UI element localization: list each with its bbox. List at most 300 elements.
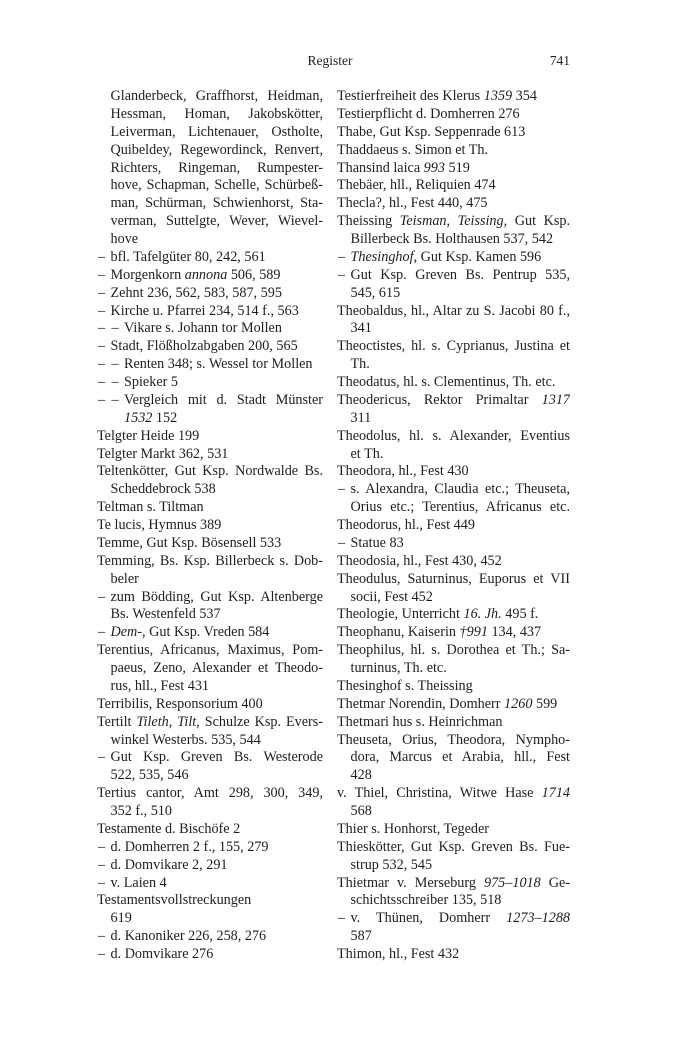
index-line — [97, 696, 323, 714]
entry-text: Theoctistes, hl. s. Cyprianus, Justina et — [337, 338, 570, 355]
index-entry-text — [337, 160, 570, 178]
index-entry-text — [351, 481, 571, 499]
entry-text: d. Domvikare 2, 291 — [110, 856, 228, 873]
entry-text: v. Thünen, Domherr — [350, 910, 507, 927]
entry-text: paeus, Zeno, Alexander et Theodo- — [110, 660, 323, 676]
entry-text: Billerbeck Bs. Holthausen 537, 542 — [350, 231, 554, 247]
index-entry-text — [337, 428, 570, 446]
index-column-left — [97, 88, 323, 964]
repeat-dash: – — [98, 374, 106, 390]
index-entry-text — [111, 624, 324, 642]
entry-text: Thansind laica — [337, 159, 424, 176]
index-line — [337, 106, 570, 124]
index-line — [97, 749, 323, 767]
entry-text: Spieker 5 — [124, 374, 178, 390]
index-line — [97, 678, 323, 696]
index-entry-text — [97, 892, 323, 910]
entry-text: Temming, Bs. Ksp. Billerbeck s. Dob- — [97, 552, 323, 569]
italic-term: 1359 — [483, 88, 513, 104]
index-entry-text — [351, 767, 571, 785]
index-entry-text — [351, 749, 571, 767]
index-line — [97, 88, 323, 106]
index-entry-text — [97, 535, 323, 553]
entry-text: Vikare s. Johann tor Mollen — [124, 320, 282, 337]
entry-text: Telgter Heide 199 — [97, 427, 200, 444]
entry-text: , Gut Ksp. Kamen 596 — [413, 248, 542, 265]
index-entry-text — [337, 374, 570, 392]
index-line — [337, 249, 570, 267]
entry-text: man, Schürman, Schwienhorst, Sta- — [110, 195, 323, 212]
index-line — [97, 303, 323, 321]
index-line — [97, 571, 323, 589]
index-line — [337, 285, 570, 303]
repeat-dash: – — [98, 588, 106, 605]
italic-term: Tileth, Tilt, — [136, 713, 200, 730]
index-entry-text — [97, 499, 323, 517]
entry-text: Stadt, Flößholzabgaben 200, 565 — [110, 338, 298, 355]
index-line — [337, 553, 570, 571]
index-line — [337, 535, 570, 553]
entry-text: beler — [110, 570, 139, 587]
index-line — [97, 660, 323, 678]
entry-text: 587 — [350, 928, 372, 945]
entry-text: 341 — [350, 320, 372, 337]
index-line — [97, 517, 323, 535]
index-line — [97, 857, 323, 875]
index-entry-text — [337, 606, 570, 624]
index-entry-text — [111, 124, 324, 142]
entry-text: Theophanu, Kaiserin — [337, 624, 460, 641]
index-line — [337, 803, 570, 821]
entry-text: Gut Ksp. — [507, 213, 570, 230]
entry-text: et Th. — [350, 445, 384, 462]
index-line — [337, 392, 570, 410]
page-number: 741 — [549, 53, 570, 68]
entry-text: rus, hll., Fest 431 — [110, 677, 210, 694]
entry-text: Scheddebrock 538 — [110, 481, 216, 498]
index-entry-text — [351, 803, 571, 821]
repeat-dash: – — [98, 856, 106, 873]
repeat-dash: – — [111, 391, 119, 408]
index-entry-text — [337, 142, 570, 160]
entry-text: Theodorus, hl., Fest 449 — [337, 517, 475, 533]
entry-text: Vergleich mit d. Stadt Münster — [124, 391, 323, 408]
index-entry-text — [351, 410, 571, 428]
entry-text: d. Domherren 2 f., 155, 279 — [110, 838, 269, 855]
entry-text: Glanderbeck, Graffhorst, Heidman, — [110, 88, 323, 104]
repeat-dash: – — [338, 534, 346, 551]
italic-term: 1260 — [504, 695, 533, 712]
entry-text: Thimon, hl., Fest 432 — [337, 946, 460, 962]
index-line — [97, 714, 323, 732]
index-entry-text — [351, 231, 571, 249]
index-entry-text — [337, 553, 570, 571]
index-entry-text — [97, 463, 323, 481]
index-line — [97, 785, 323, 803]
entry-text: Bs. Westenfeld 537 — [110, 606, 221, 623]
entry-text: Theuseta, Orius, Theodora, Nympho- — [337, 731, 570, 748]
index-entry-text — [337, 571, 570, 589]
index-line — [97, 606, 323, 624]
entry-text: v. Laien 4 — [110, 874, 167, 891]
index-line — [337, 857, 570, 875]
entry-text: Thesinghof s. Theissing — [337, 677, 473, 694]
index-line — [337, 499, 570, 517]
entry-text: Thebäer, hll., Reliquien 474 — [337, 177, 496, 194]
entry-text: Terribilis, Responsorium 400 — [97, 695, 263, 712]
index-line — [337, 142, 570, 160]
repeat-dash: – — [98, 248, 106, 265]
entry-text: v. Thiel, Christina, Witwe Hase — [337, 785, 542, 802]
entry-text: , Gut Ksp. Vreden 584 — [142, 624, 270, 641]
entry-text: Thecla?, hl., Fest 440, 475 — [337, 195, 488, 212]
index-entry-text — [111, 303, 324, 321]
index-entry-text — [111, 571, 324, 589]
repeat-dash: – — [98, 266, 106, 283]
entry-text: 545, 615 — [350, 284, 401, 301]
entry-text: winkel Westerbs. 535, 544 — [110, 731, 261, 748]
index-entry-text — [111, 678, 324, 696]
index-entry-text — [337, 714, 570, 732]
entry-text: 354 — [512, 88, 537, 104]
index-line — [97, 875, 323, 893]
repeat-dash: – — [98, 928, 106, 945]
index-line — [97, 231, 323, 249]
entry-text: Terentius, Africanus, Maximus, Pom- — [97, 642, 323, 659]
index-line — [97, 839, 323, 857]
italic-term: Teisman, Teissing, — [399, 213, 508, 230]
index-line — [337, 946, 570, 964]
index-entry-text — [97, 821, 323, 839]
index-entry-text — [111, 839, 324, 857]
index-line — [97, 338, 323, 356]
index-line — [337, 303, 570, 321]
index-entry-text — [337, 946, 570, 964]
index-entry-text — [111, 481, 324, 499]
repeat-dash: – — [98, 338, 106, 355]
index-line — [97, 320, 323, 338]
index-entry-text — [351, 892, 571, 910]
italic-term: 1532 — [124, 409, 153, 426]
entry-text: Thieskötter, Gut Ksp. Greven Bs. Fue- — [337, 838, 570, 855]
entry-text: hove — [110, 231, 139, 247]
entry-text: Theologie, Unterricht — [337, 606, 464, 623]
entry-text: Morgenkorn — [110, 266, 185, 283]
index-entry-text — [337, 821, 570, 839]
index-entry-text — [337, 213, 570, 231]
entry-text: d. Domvikare 276 — [110, 946, 214, 962]
entry-text: Testierfreiheit des Klerus — [337, 88, 484, 104]
index-entry-text — [337, 624, 570, 642]
entry-text: Tertilt — [97, 713, 137, 730]
index-entry-text — [97, 714, 323, 732]
italic-term: annona — [184, 266, 228, 283]
entry-text: Kirche u. Pfarrei 234, 514 f., 563 — [110, 302, 299, 319]
entry-text: Theissing — [337, 213, 400, 230]
entry-text: Theodericus, Rektor Primaltar — [337, 391, 542, 408]
repeat-dash: – — [111, 356, 119, 373]
index-line — [337, 88, 570, 106]
entry-text: schichtsschreiber 135, 518 — [350, 892, 502, 909]
entry-text: strup 532, 545 — [350, 856, 433, 873]
index-entry-text — [337, 106, 570, 124]
entry-text: Thetmari hus s. Heinrichman — [337, 713, 503, 730]
index-entry-text — [97, 446, 323, 464]
index-entry-text — [351, 660, 571, 678]
index-entry-text — [337, 463, 570, 481]
index-line — [337, 428, 570, 446]
index-entry-text — [111, 875, 324, 893]
index-entry-text — [337, 88, 570, 106]
index-entry-text — [97, 428, 323, 446]
entry-text: s. Alexandra, Claudia etc.; Theuseta, — [350, 481, 570, 498]
index-line — [337, 571, 570, 589]
repeat-dash: – — [98, 946, 106, 962]
index-line — [97, 195, 323, 213]
index-entry-text — [351, 857, 571, 875]
index-line — [337, 624, 570, 642]
index-entry-text — [337, 785, 570, 803]
entry-text: dora, Marcus et Arabia, hll., Fest — [350, 749, 570, 766]
index-entry-text — [351, 267, 571, 285]
index-entry-text — [337, 732, 570, 750]
repeat-dash: – — [98, 320, 106, 337]
index-entry-text — [351, 320, 571, 338]
index-line — [337, 732, 570, 750]
repeat-dash: – — [98, 624, 106, 641]
index-line — [97, 642, 323, 660]
entry-text: Theodosia, hl., Fest 430, 452 — [337, 552, 502, 569]
entry-text: hove, Schapman, Schelle, Schürbeß- — [110, 177, 323, 194]
index-line — [97, 821, 323, 839]
index-line — [97, 267, 323, 285]
running-head: Register — [307, 53, 353, 68]
index-line — [97, 910, 323, 928]
index-line — [337, 356, 570, 374]
index-line — [337, 928, 570, 946]
repeat-dash: – — [338, 910, 346, 927]
index-entry-text — [337, 678, 570, 696]
index-entry-text — [351, 356, 571, 374]
index-entry-text — [337, 696, 570, 714]
index-entry-text — [111, 231, 324, 249]
entry-text: 619 — [110, 910, 132, 927]
index-entry-text — [337, 875, 570, 893]
index-line — [337, 124, 570, 142]
index-entry-text — [111, 267, 324, 285]
entry-text: Theodora, hl., Fest 430 — [337, 463, 469, 480]
index-line — [97, 767, 323, 785]
index-line — [97, 356, 323, 374]
entry-text: Teltman s. Tiltman — [97, 499, 204, 516]
index-line — [337, 696, 570, 714]
entry-text: Gut Ksp. Greven Bs. Westerode — [110, 749, 323, 766]
italic-term: 975–1018 — [483, 874, 541, 891]
index-column-right — [337, 88, 570, 964]
index-entry-text — [337, 642, 570, 660]
index-entry-text — [111, 88, 324, 106]
entry-text: Thabe, Gut Ksp. Seppenrade 613 — [337, 123, 526, 140]
italic-term: 1273–1288 — [506, 910, 570, 927]
index-line — [337, 446, 570, 464]
index-line — [337, 678, 570, 696]
index-line — [97, 624, 323, 642]
index-entry-text — [111, 910, 324, 928]
entry-text: 428 — [350, 767, 372, 784]
index-entry-text — [111, 285, 324, 303]
index-line — [337, 875, 570, 893]
repeat-dash: – — [98, 838, 106, 855]
repeat-dash: – — [98, 391, 106, 408]
index-entry-text — [351, 499, 571, 517]
repeat-dash: – — [98, 284, 106, 301]
entry-text: Thietmar v. Merseburg — [337, 874, 484, 891]
italic-term: Dem- — [110, 624, 143, 641]
entry-text: 134, 437 — [487, 624, 542, 641]
index-line — [97, 142, 323, 160]
entry-text: Testierpflicht d. Domherren 276 — [337, 105, 520, 122]
entry-text: Th. — [350, 356, 370, 373]
repeat-dash: – — [111, 320, 119, 337]
index-entry-text — [124, 374, 323, 392]
index-line — [337, 267, 570, 285]
index-line — [337, 177, 570, 195]
entry-text: Quibeldey, Regewordinck, Renvert, — [110, 141, 323, 158]
repeat-dash: – — [338, 266, 346, 283]
index-entry-text — [337, 195, 570, 213]
entry-text: turninus, Th. etc. — [350, 660, 447, 676]
index-line — [337, 338, 570, 356]
index-entry-text — [337, 177, 570, 195]
entry-text: Schulze Ksp. Evers- — [199, 713, 323, 730]
entry-text: Thaddaeus s. Simon et Th. — [337, 141, 489, 158]
entry-text: 495 f. — [501, 606, 539, 623]
entry-text: Telgter Markt 362, 531 — [97, 445, 229, 462]
index-line — [97, 428, 323, 446]
index-entry-text — [111, 160, 324, 178]
index-entry-text — [337, 303, 570, 321]
entry-text: 352 f., 510 — [110, 803, 172, 819]
entry-text: Theobaldus, hl., Altar zu S. Jacobi 80 f., — [337, 302, 570, 319]
index-entry-text — [337, 839, 570, 857]
index-entry-text — [351, 249, 571, 267]
entry-text: bfl. Tafelgüter 80, 242, 561 — [110, 248, 266, 265]
entry-text: Testamentsvollstreckungen — [97, 892, 252, 909]
index-line — [97, 535, 323, 553]
index-entry-text — [111, 767, 324, 785]
index-line — [97, 446, 323, 464]
repeat-dash: – — [98, 356, 106, 373]
index-entry-text — [111, 177, 324, 195]
index-line — [97, 285, 323, 303]
index-line — [97, 106, 323, 124]
entry-text: Theodolus, hl. s. Alexander, Eventius — [337, 427, 570, 444]
index-line — [97, 124, 323, 142]
index-entry-text — [351, 285, 571, 303]
repeat-dash: – — [111, 374, 119, 390]
italic-term: Thesinghof — [350, 248, 414, 265]
entry-text: 522, 535, 546 — [110, 767, 189, 784]
index-line — [337, 821, 570, 839]
index-entry-text — [111, 195, 324, 213]
entry-text: 311 — [350, 409, 372, 426]
index-line — [97, 553, 323, 571]
repeat-dash: – — [98, 874, 106, 891]
index-line — [337, 589, 570, 607]
italic-term: †991 — [459, 624, 488, 641]
entry-text: Theophilus, hl. s. Dorothea et Th.; Sa- — [337, 642, 570, 659]
index-entry-text — [124, 410, 323, 428]
index-entry-text — [97, 517, 323, 535]
index-line — [97, 160, 323, 178]
repeat-dash: – — [338, 248, 346, 265]
entry-text: Statue 83 — [350, 534, 404, 551]
index-line — [97, 481, 323, 499]
entry-text: 152 — [152, 409, 178, 426]
index-entry-text — [97, 642, 323, 660]
entry-text: Gut Ksp. Greven Bs. Pentrup 535, — [350, 266, 570, 283]
index-line — [97, 589, 323, 607]
index-line — [97, 892, 323, 910]
index-line — [337, 231, 570, 249]
index-entry-text — [111, 732, 324, 750]
index-line — [97, 177, 323, 195]
italic-term: 16. Jh. — [463, 606, 502, 623]
index-line — [337, 195, 570, 213]
index-entry-text — [111, 749, 324, 767]
entry-text: Thier s. Honhorst, Tegeder — [337, 820, 490, 837]
index-entry-text — [124, 356, 323, 374]
index-entry-text — [351, 910, 571, 928]
index-line — [337, 910, 570, 928]
entry-text: socii, Fest 452 — [350, 588, 433, 605]
entry-text: Orius etc.; Terentius, Africanus etc. — [350, 499, 570, 516]
repeat-dash: – — [98, 749, 106, 766]
index-entry-text — [111, 928, 324, 946]
entry-text: Thetmar Norendin, Domherr — [337, 695, 505, 712]
entry-text: Temme, Gut Ksp. Bösensell 533 — [97, 534, 282, 551]
italic-term: 1317 — [541, 391, 570, 408]
entry-text: verman, Suttelgte, Wever, Wievel- — [110, 213, 323, 230]
index-line — [337, 785, 570, 803]
entry-text: Te lucis, Hymnus 389 — [97, 517, 222, 533]
index-entry-text — [337, 124, 570, 142]
italic-term: 1714 — [541, 785, 570, 802]
index-line — [337, 892, 570, 910]
index-line — [97, 732, 323, 750]
index-entry-text — [111, 857, 324, 875]
entry-text: Tertius cantor, Amt 298, 300, 349, — [97, 785, 323, 802]
index-entry-text — [124, 392, 323, 410]
index-entry-text — [337, 517, 570, 535]
index-line — [337, 714, 570, 732]
entry-text: Testamente d. Bischöfe 2 — [97, 820, 241, 837]
index-entry-text — [97, 785, 323, 803]
entry-text: Richters, Ringeman, Rumpester- — [110, 159, 323, 176]
index-line — [337, 481, 570, 499]
index-line — [337, 320, 570, 338]
index-line — [337, 213, 570, 231]
entry-text: Teltenkötter, Gut Ksp. Nordwalde Bs. — [97, 463, 323, 480]
index-entry-text — [111, 803, 324, 821]
entry-text: Theodatus, hl. s. Clementinus, Th. etc. — [337, 374, 556, 390]
index-entry-text — [351, 535, 571, 553]
index-entry-text — [111, 606, 324, 624]
index-line — [97, 374, 323, 392]
index-line — [337, 642, 570, 660]
index-entry-text — [351, 589, 571, 607]
entry-text: 568 — [350, 803, 372, 819]
